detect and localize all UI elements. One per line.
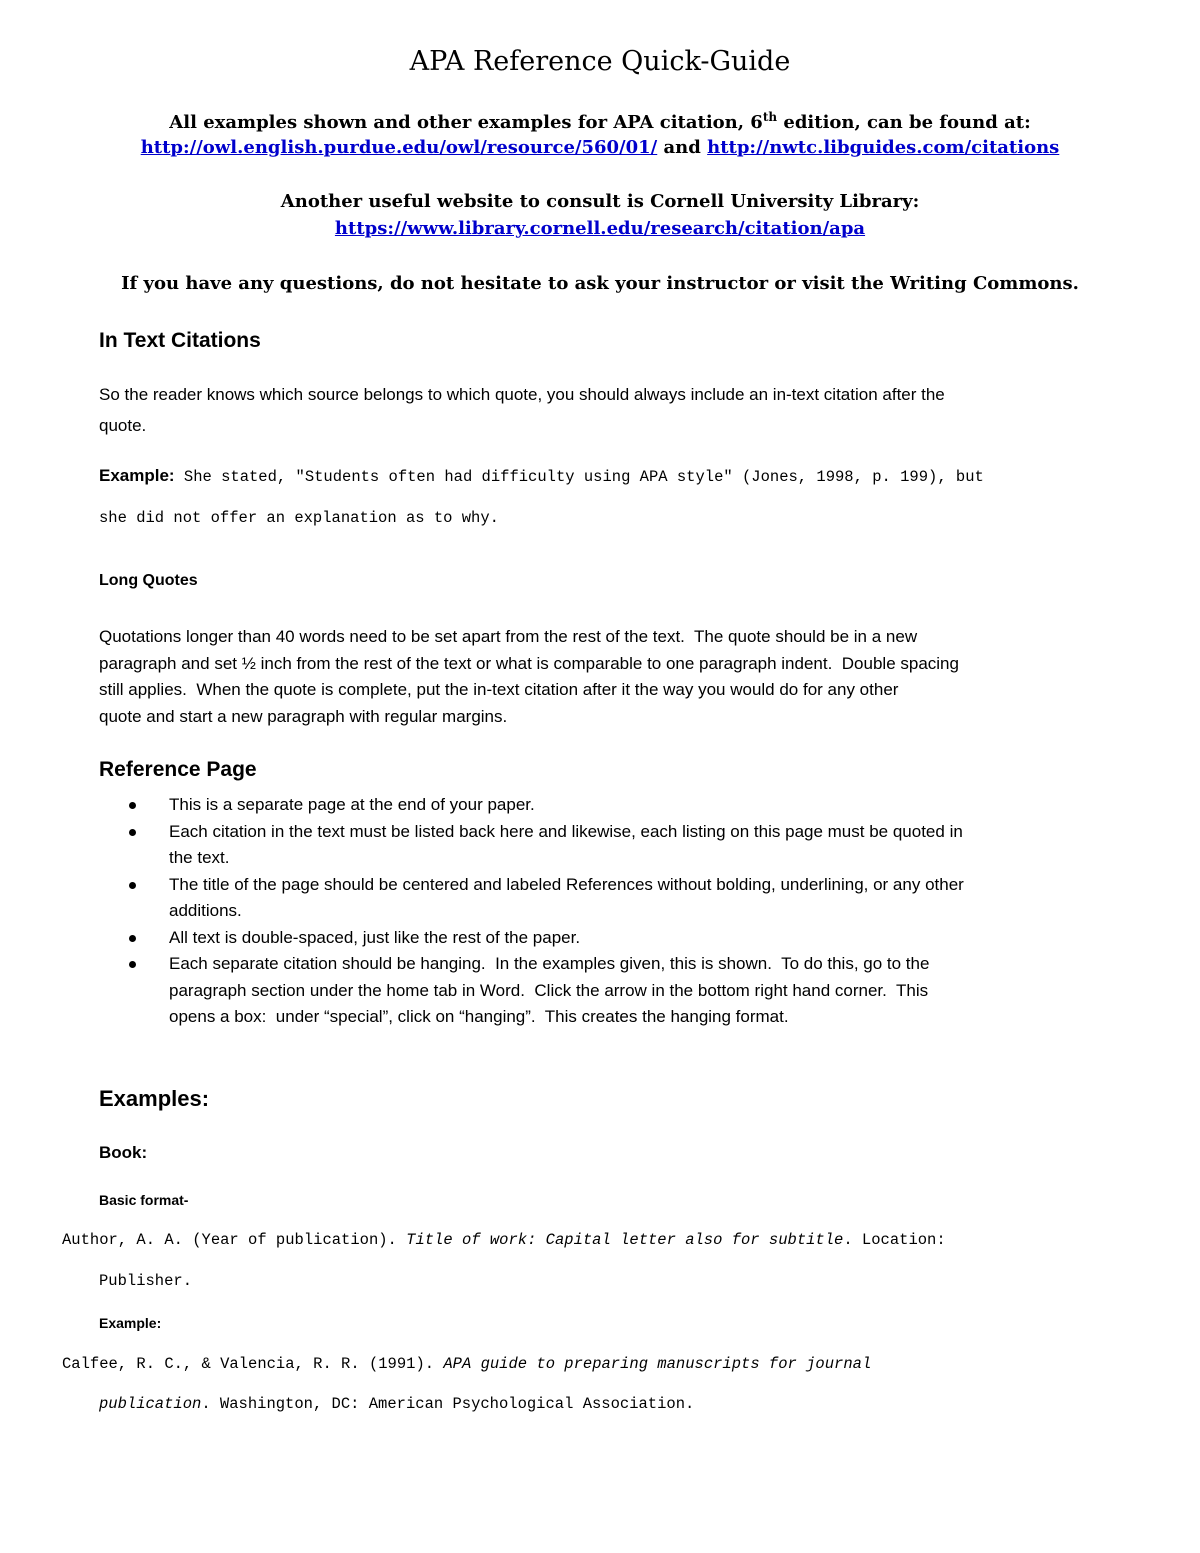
long-quotes-line: quote and start a new paragraph with regular margins.: [99, 706, 508, 726]
page-title: APA Reference Quick-Guide: [409, 46, 791, 77]
bullet-icon: [129, 882, 136, 889]
basic-format-label: Basic format-: [99, 1192, 189, 1208]
bullet-line: This is a separate page at the end of your paper.: [169, 795, 535, 814]
bullet-line: paragraph section under the home tab in Word. Click the arrow in the bottom right hand corner. This: [169, 980, 929, 1000]
cornell-link[interactable]: https://www.library.cornell.edu/research/citation/apa: [334, 218, 866, 239]
in-text-para-line2: quote.: [99, 416, 147, 435]
list-item: [99, 872, 1139, 925]
basic-italic-title: Title of work: Capital letter also for subtitle: [406, 1231, 844, 1249]
example-citation-line1: [62, 1355, 871, 1373]
bullet-icon: [129, 961, 136, 968]
reference-bullets: [99, 792, 1139, 1031]
book-label: Book:: [99, 1143, 148, 1162]
intro-text-before: All examples shown and other examples for APA citation, 6: [169, 112, 763, 133]
list-item: [99, 819, 1139, 872]
long-quotes-line: still applies. When the quote is complete, put the in-text citation after it the way you would do for any other: [99, 680, 899, 699]
basic-part1: Author, A. A. (Year of publication).: [62, 1231, 407, 1249]
links-line: [0, 137, 1200, 158]
bullet-line: The title of the page should be centered and labeled References without bolding, underlining, or any other: [169, 874, 964, 894]
ex-italic-title2: publication: [99, 1395, 202, 1413]
ex-italic-title1: APA guide to preparing manuscripts for journal: [443, 1355, 872, 1373]
basic-format-citation-line2: Publisher.: [99, 1272, 193, 1290]
examples-heading: Examples:: [99, 1086, 210, 1111]
example-label: Example:: [99, 466, 175, 485]
ex-part2: . Washington, DC: American Psychological Association.: [201, 1395, 695, 1413]
bullet-line: Each citation in the text must be listed back here and likewise, each listing on this page must be quoted in: [169, 821, 963, 841]
example-citation-line2: [99, 1395, 694, 1413]
bullet-line: Each separate citation should be hanging. In the examples given, this is shown. To do this, go to the: [169, 954, 930, 973]
example-label-2: Example:: [99, 1315, 162, 1331]
long-quotes-heading: Long Quotes: [99, 572, 198, 589]
example-line2: she did not offer an explanation as to why.: [99, 509, 499, 527]
bullet-line: additions.: [169, 901, 242, 920]
bullet-icon: [129, 935, 136, 942]
intro-superscript: th: [762, 110, 778, 124]
basic-part2: . Location:: [843, 1231, 946, 1249]
ex-part1: Calfee, R. C., & Valencia, R. R. (1991).: [62, 1355, 444, 1373]
bullet-line: All text is double-spaced, just like the rest of the paper.: [169, 927, 581, 947]
and-text: and: [657, 137, 708, 158]
list-item: [99, 792, 1139, 819]
in-text-para-line1: So the reader knows which source belongs to which quote, you should always include an in-text citation after the: [99, 385, 945, 404]
basic-format-citation-line1: [62, 1231, 946, 1249]
intro-text-after: edition, can be found at:: [777, 112, 1031, 133]
list-item: [99, 951, 1139, 1031]
bullet-line: opens a box: under “special”, click on “hanging”. This creates the hanging format.: [169, 1007, 789, 1026]
bullet-line: the text.: [169, 848, 230, 867]
in-text-citations-heading: In Text Citations: [99, 329, 261, 352]
bullet-icon: [129, 802, 136, 809]
reference-page-heading: Reference Page: [99, 758, 257, 781]
nwtc-libguides-link[interactable]: http://nwtc.libguides.com/citations: [707, 137, 1060, 158]
cornell-link-line: [0, 218, 1200, 239]
long-quotes-line: paragraph and set ½ inch from the rest of the text or what is comparable to one paragraph indent. Double spacing: [99, 653, 959, 673]
example-line1: She stated, "Students often had difficulty using APA style" (Jones, 1998, p. 199), but: [174, 468, 984, 486]
long-quotes-paragraph: [99, 624, 959, 730]
intro-line: [0, 110, 1200, 133]
purdue-owl-link[interactable]: http://owl.english.purdue.edu/owl/resource/560/01/: [140, 137, 658, 158]
in-text-example: [99, 466, 984, 486]
long-quotes-line: Quotations longer than 40 words need to be set apart from the rest of the text. The quote should be in a new: [99, 627, 918, 646]
cornell-line: Another useful website to consult is Cornell University Library:: [280, 191, 920, 212]
bullet-icon: [129, 829, 136, 836]
questions-line: If you have any questions, do not hesitate to ask your instructor or visit the Writing Commons.: [121, 273, 1079, 294]
list-item: [99, 925, 1139, 952]
